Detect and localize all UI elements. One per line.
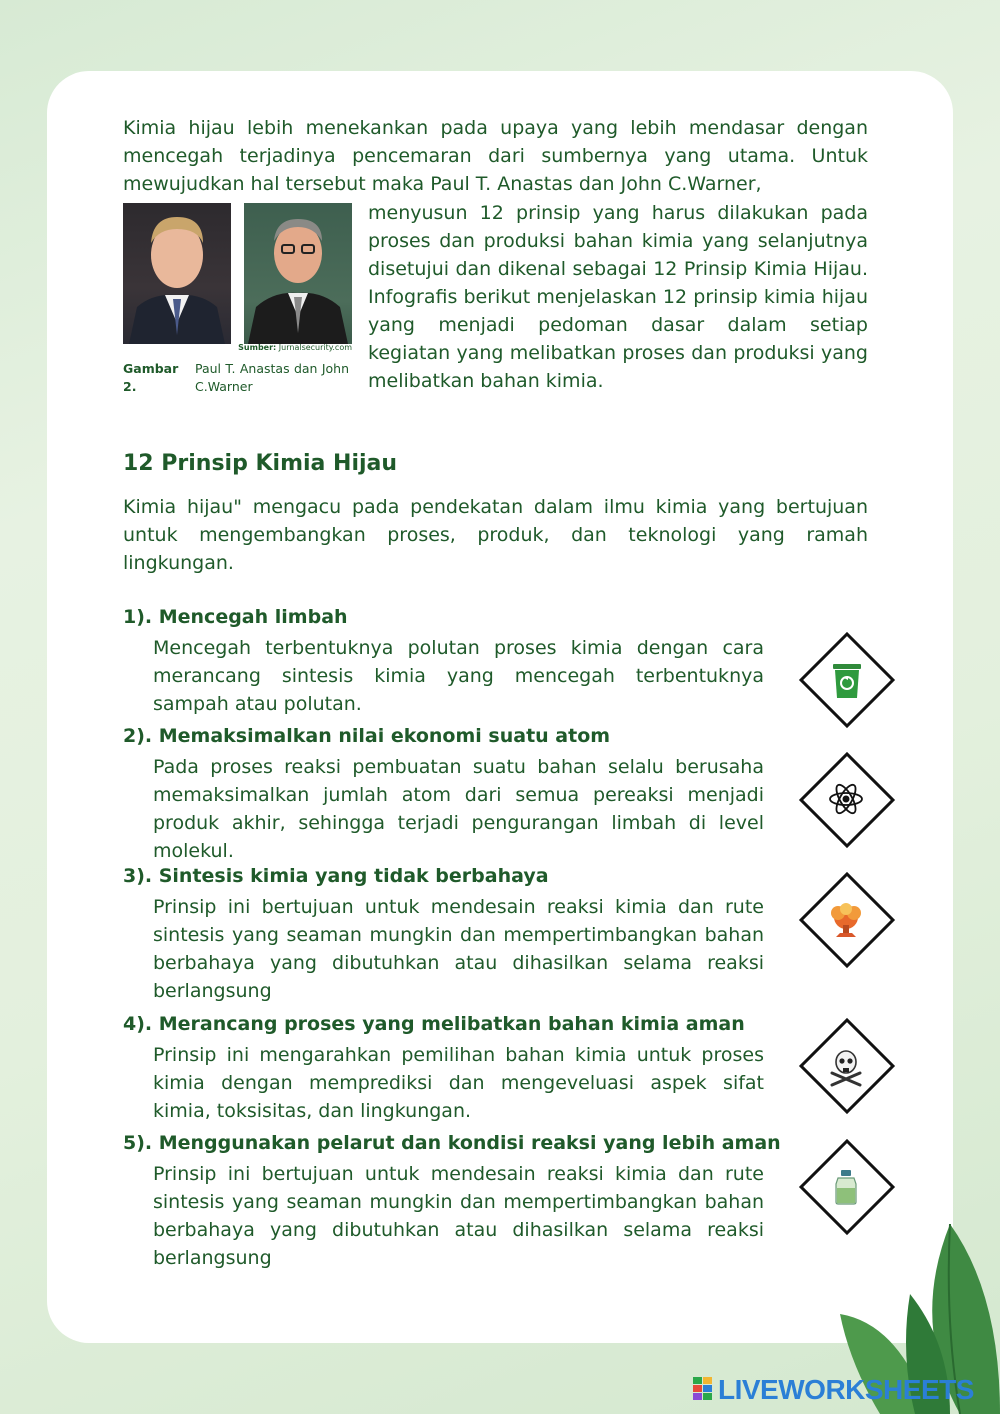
principle-4-title: 4). Merancang proses yang melibatkan bahan kimia aman (123, 1013, 745, 1035)
section-description: Kimia hijau" mengacu pada pendekatan dalam ilmu kimia yang bertujuan untuk mengembangkan proses, produk, dan teknologi yang ramah lingkungan. (123, 496, 868, 574)
principle-1-body: Mencegah terbentuknya polutan proses kimia dengan cara merancang sintesis kimia yang mencegah terbentuknya sampah atau polutan. (153, 637, 764, 715)
explosion-icon (816, 889, 876, 949)
principle-2-title: 2). Memaksimalkan nilai ekonomi suatu atom (123, 725, 611, 747)
liveworksheets-logo-icon (693, 1377, 713, 1401)
source-label: Sumber: (238, 343, 277, 352)
intro-paragraph: Kimia hijau lebih menekankan pada upaya yang lebih mendasar dengan mencegah terjadinya pencemaran dari sumbernya yang utama. Untuk mewujudkan hal tersebut maka Paul T. Anastas dan John C.Warner, (123, 117, 868, 195)
photo-john-warner (244, 203, 352, 344)
recycle-bin-icon (817, 650, 877, 710)
intro-side-paragraph: menyusun 12 prinsip yang harus dilakukan pada proses dan produksi bahan kimia yang selanjutnya disetujui dan dikenal sebagai 12 Prinsip Kimia Hijau. Infografis berikut menjelaskan 12 prinsip kimia hijau yang menjadi pedoman dasar dalam setiap kegiatan yang melibatkan proses dan produksi yang melibatkan bahan kimia. (368, 202, 868, 392)
caption-text: Paul T. Anastas dan John C.Warner (195, 361, 349, 394)
watermark: LIVEWORKSHEETS (718, 1374, 974, 1405)
principle-5-body: Prinsip ini bertujuan untuk mendesain reaksi kimia dan rute sintesis yang seaman mungkin dan mempertimbangkan bahan berbahaya yang dibutuhkan atau dihasilkan selama reaksi berlangsung (153, 1163, 764, 1269)
principle-3-body: Prinsip ini bertujuan untuk mendesain reaksi kimia dan rute sintesis yang seaman mungkin dan mempertimbangkan bahan berbahaya yang dibutuhkan atau dihasilkan selama reaksi berlangsung (153, 896, 764, 1002)
caption-label: Gambar 2. (123, 361, 179, 394)
principle-1-title: 1). Mencegah limbah (123, 606, 348, 628)
source-value: Jurnalsecurity.com (278, 343, 352, 352)
principle-3-title: 3). Sintesis kimia yang tidak berbahaya (123, 865, 549, 887)
photo-paul-anastas (123, 203, 231, 344)
principle-4-body: Prinsip ini mengarahkan pemilihan bahan kimia untuk proses kimia dengan memprediksi dan mengeveluasi aspek sifat kimia, toksisitas, dan lingkungan. (153, 1044, 764, 1122)
principle-2-body: Pada proses reaksi pembuatan suatu bahan selalu berusaha memaksimalkan jumlah atom dari semua pereaksi menjadi produk akhir, sehingga terjadi pengurangan limbah di level molekul. (153, 756, 764, 862)
principle-5-title: 5). Menggunakan pelarut dan kondisi reaksi yang lebih aman (123, 1132, 781, 1154)
figure-caption (123, 360, 349, 396)
section-title: 12 Prinsip Kimia Hijau (123, 451, 398, 476)
skull-crossbones-icon (816, 1035, 876, 1095)
image-source (232, 343, 352, 352)
atom-icon (816, 769, 876, 829)
